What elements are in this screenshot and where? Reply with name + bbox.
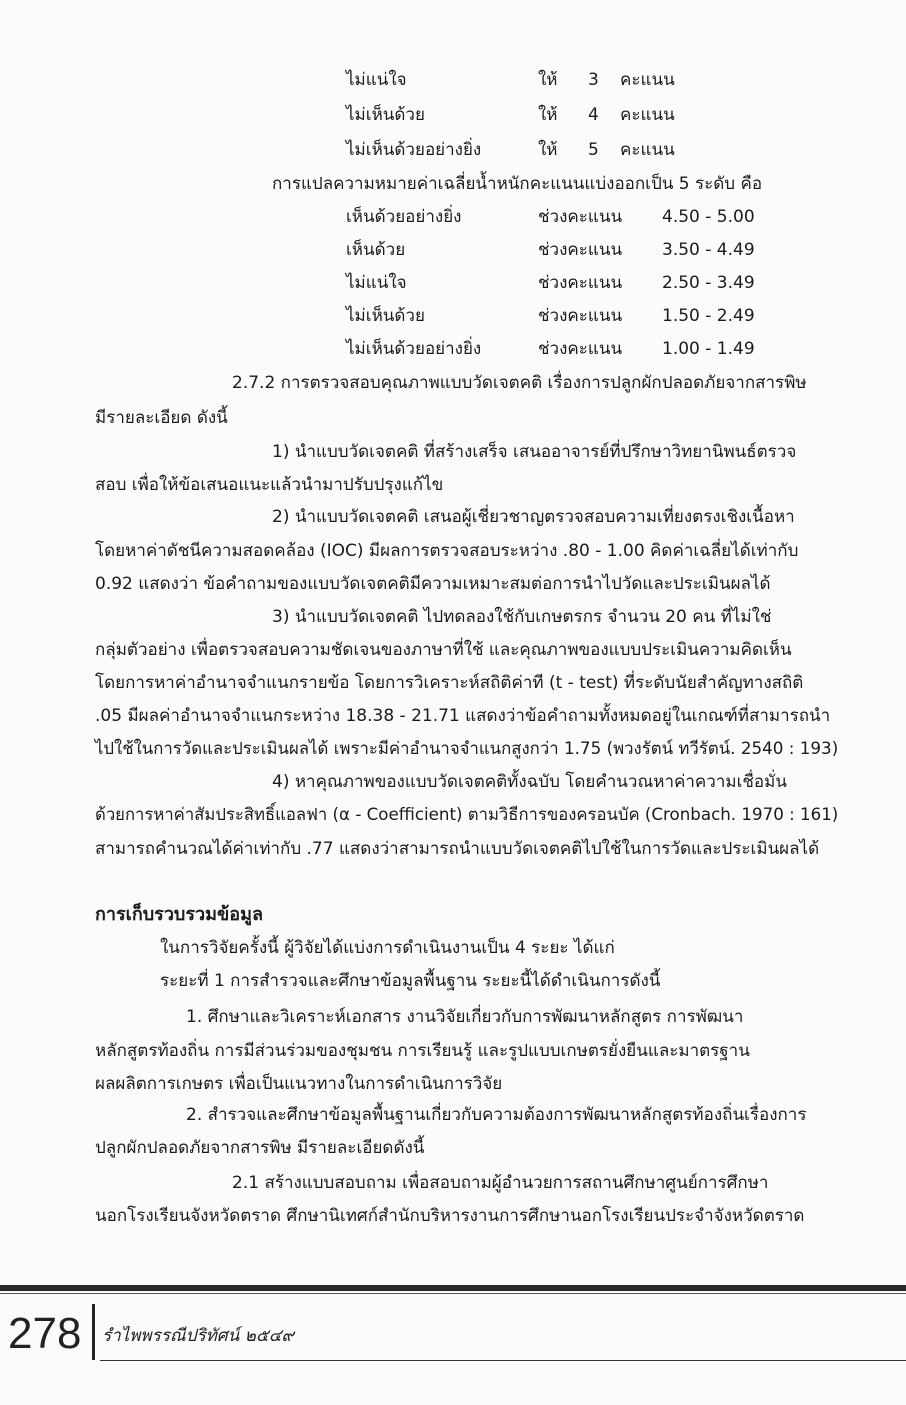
interpretation-range-label: ช่วงคะแนน (538, 339, 623, 359)
body-line: 2. สำรวจและศึกษาข้อมูลพื้นฐานเกี่ยวกับความต้องการพัฒนาหลักสูตรท้องถิ่นเรื่องการ (186, 1105, 807, 1125)
body-line: ผลผลิตการเกษตร เพื่อเป็นแนวทางในการดำเนินการวิจัย (95, 1074, 503, 1094)
interpretation-range-label: ช่วงคะแนน (538, 240, 623, 260)
interpretation-range: 4.50 - 5.00 (662, 207, 755, 227)
scoring-give: ให้ (538, 140, 558, 160)
interpretation-intro: การแปลความหมายค่าเฉลี่ยน้ำหนักคะแนนแบ่งออกเป็น 5 ระดับ คือ (272, 174, 763, 194)
interpretation-label: ไม่แน่ใจ (346, 273, 407, 293)
interpretation-range: 1.50 - 2.49 (662, 306, 755, 326)
interpretation-label: เห็นด้วย (346, 240, 406, 260)
section-2-7-2-heading: 2.7.2 การตรวจสอบคุณภาพแบบวัดเจตคติ เรื่องการปลูกผักปลอดภัยจากสารพิษ (232, 373, 807, 393)
footer-underline (100, 1360, 906, 1361)
scoring-label: ไม่เห็นด้วย (346, 105, 425, 125)
interpretation-range-label: ช่วงคะแนน (538, 273, 623, 293)
interpretation-label: ไม่เห็นด้วย (346, 306, 425, 326)
body-line: ระยะที่ 1 การสำรวจและศึกษาข้อมูลพื้นฐาน ระยะนี้ได้ดำเนินการดังนี้ (160, 971, 661, 991)
body-line: 1. ศึกษาและวิเคราะห์เอกสาร งานวิจัยเกี่ยวกับการพัฒนาหลักสูตร การพัฒนา (186, 1007, 744, 1027)
body-line: โดยการหาค่าอำนาจจำแนกรายข้อ โดยการวิเคราะห์สถิติค่าที (t - test) ที่ระดับนัยสำคัญทางสถิติ (95, 673, 804, 693)
section-heading-data-collection: การเก็บรวบรวมข้อมูล (95, 904, 264, 925)
body-line: สอบ เพื่อให้ข้อเสนอแนะแล้วนำมาปรับปรุงแก้ไข (95, 475, 444, 495)
footer-divider (92, 1304, 95, 1360)
body-line: 3) นำแบบวัดเจตคติ ไปทดลองใช้กับเกษตรกร จำนวน 20 คน ที่ไม่ใช่ (272, 607, 772, 627)
scoring-label: ไม่แน่ใจ (346, 70, 407, 90)
page-number: 278 (8, 1309, 82, 1358)
interpretation-range: 2.50 - 3.49 (662, 273, 755, 293)
scoring-score: 3 (588, 70, 599, 90)
body-line: สามารถคำนวณได้ค่าเท่ากับ .77 แสดงว่าสามารถนำแบบวัดเจตคติไปใช้ในการวัดและประเมินผลได้ (95, 839, 820, 859)
body-line: 2.1 สร้างแบบสอบถาม เพื่อสอบถามผู้อำนวยการสถานศึกษาศูนย์การศึกษา (232, 1173, 769, 1193)
footer-rule-thin (0, 1293, 906, 1294)
interpretation-range-label: ช่วงคะแนน (538, 306, 623, 326)
interpretation-label: เห็นด้วยอย่างยิ่ง (346, 207, 462, 227)
body-line: กลุ่มตัวอย่าง เพื่อตรวจสอบความชัดเจนของภาษาที่ใช้ และคุณภาพของแบบประเมินความคิดเห็น (95, 640, 792, 660)
interpretation-range: 1.00 - 1.49 (662, 339, 755, 359)
body-line: 4) หาคุณภาพของแบบวัดเจตคติทั้งฉบับ โดยคำนวณหาค่าความเชื่อมั่น (272, 772, 787, 792)
body-line: 0.92 แสดงว่า ข้อคำถามของแบบวัดเจตคติมีความเหมาะสมต่อการนำไปวัดและประเมินผลได้ (95, 574, 771, 594)
scoring-score: 5 (588, 140, 599, 160)
scoring-unit: คะแนน (620, 140, 675, 160)
body-line: .05 มีผลค่าอำนาจจำแนกระหว่าง 18.38 - 21.71 แสดงว่าข้อคำถามทั้งหมดอยู่ในเกณฑ์ที่สามารถนำ (95, 706, 831, 726)
interpretation-label: ไม่เห็นด้วยอย่างยิ่ง (346, 339, 482, 359)
interpretation-range-label: ช่วงคะแนน (538, 207, 623, 227)
body-line: 2) นำแบบวัดเจตคติ เสนอผู้เชี่ยวชาญตรวจสอบความเที่ยงตรงเชิงเนื้อหา (272, 507, 795, 527)
body-line: นอกโรงเรียนจังหวัดตราด ศึกษานิเทศก์สำนักบริหารงานการศึกษานอกโรงเรียนประจำจังหวัดตราด (95, 1206, 805, 1226)
body-line: ไปใช้ในการวัดและประเมินผลได้ เพราะมีค่าอำนาจจำแนกสูงกว่า 1.75 (พวงรัตน์ ทวีรัตน์. 2540 : 193) (95, 739, 839, 759)
journal-title: รำไพพรรณีปริทัศน์ ๒๕๔๙ (102, 1326, 295, 1346)
scoring-unit: คะแนน (620, 70, 675, 90)
body-line: ปลูกผักปลอดภัยจากสารพิษ มีรายละเอียดดังนี้ (95, 1138, 425, 1158)
scoring-unit: คะแนน (620, 105, 675, 125)
scoring-label: ไม่เห็นด้วยอย่างยิ่ง (346, 140, 482, 160)
body-line: ด้วยการหาค่าสัมประสิทธิ์แอลฟา (α - Coefficient) ตามวิธีการของครอนบัค (Cronbach. 1970 : 161) (95, 805, 839, 825)
scoring-give: ให้ (538, 105, 558, 125)
scoring-give: ให้ (538, 70, 558, 90)
body-line: ในการวิจัยครั้งนี้ ผู้วิจัยได้แบ่งการดำเนินงานเป็น 4 ระยะ ได้แก่ (160, 938, 615, 958)
body-line: มีรายละเอียด ดังนี้ (95, 408, 228, 428)
interpretation-range: 3.50 - 4.49 (662, 240, 755, 260)
body-line: 1) นำแบบวัดเจตคติ ที่สร้างเสร็จ เสนออาจารย์ที่ปรึกษาวิทยานิพนธ์ตรวจ (272, 442, 797, 462)
body-line: หลักสูตรท้องถิ่น การมีส่วนร่วมของชุมชน การเรียนรู้ และรูปแบบเกษตรยั่งยืนและมาตรฐาน (95, 1041, 750, 1061)
body-line: โดยหาค่าดัชนีความสอดคล้อง (IOC) มีผลการตรวจสอบระหว่าง .80 - 1.00 คิดค่าเฉลี่ยได้เท่ากับ (95, 541, 799, 561)
footer-rule-thick (0, 1285, 906, 1291)
scoring-score: 4 (588, 105, 599, 125)
